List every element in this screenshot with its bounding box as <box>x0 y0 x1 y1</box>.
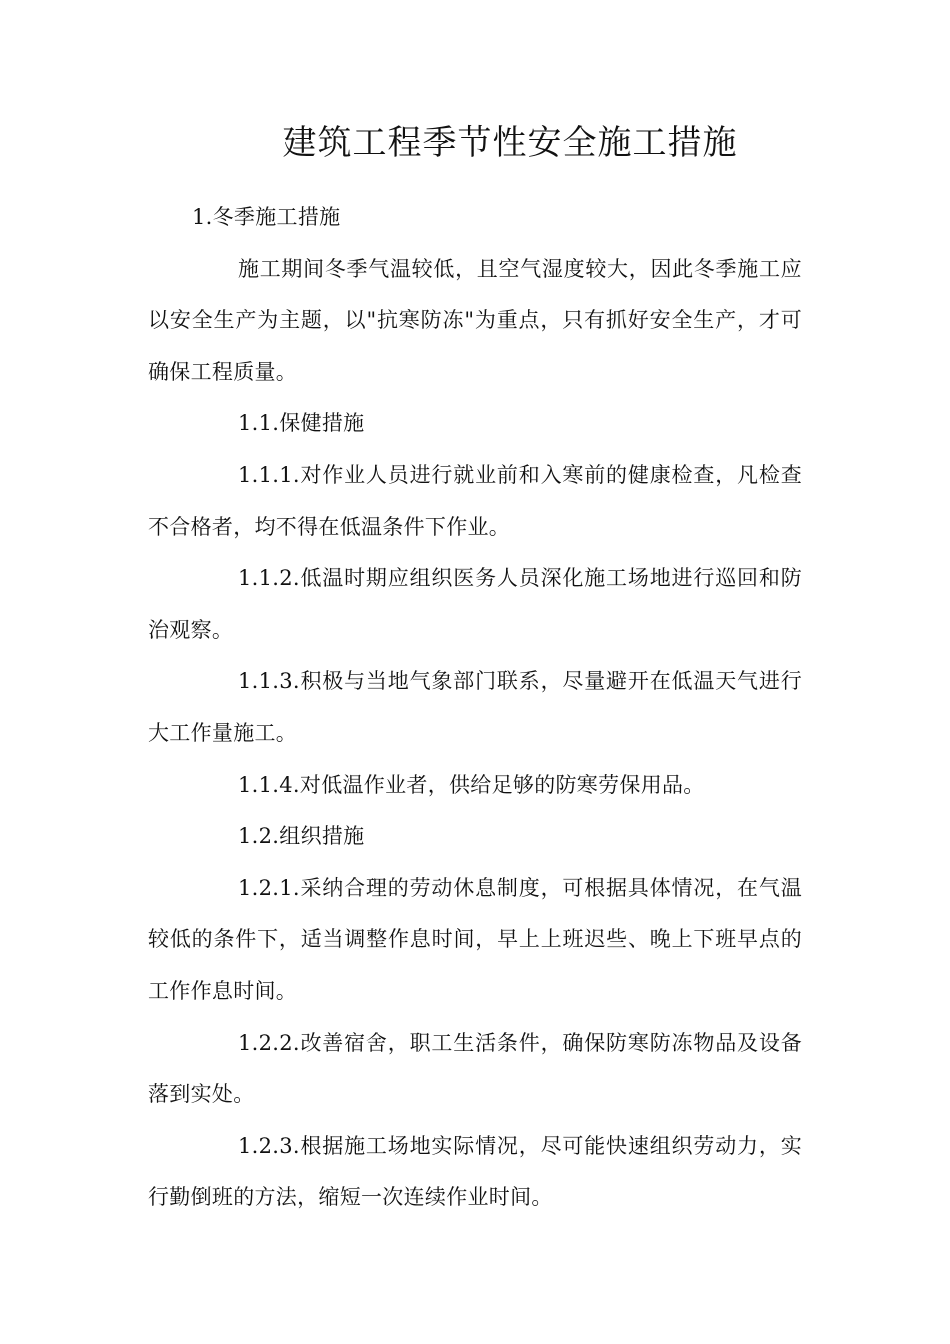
paragraph: 1.1.4.对低温作业者，供给足够的防寒劳保用品。 <box>238 772 705 797</box>
paragraph: 1.1.3.积极与当地气象部门联系，尽量避开在低温天气进行大工作量施工。 <box>148 669 802 745</box>
paragraph: 1.1.2.低温时期应组织医务人员深化施工场地进行巡回和防治观察。 <box>148 566 802 642</box>
paragraph: 1.2.3.根据施工场地实际情况，尽可能快速组织劳动力，实行勤倒班的方法，缩短一次连续作业时间。 <box>148 1133 802 1210</box>
subsection-heading: 1.1.保健措施 <box>238 411 365 436</box>
subsection-heading: 1.2.组织措施 <box>238 824 365 849</box>
document-title: 建筑工程季节性安全施工措施 <box>282 123 738 163</box>
paragraph: 1.1.1.对作业人员进行就业前和入寒前的健康检查，凡检查不合格者，均不得在低温条件下作业。 <box>148 462 802 539</box>
paragraph: 1.2.2.改善宿舍，职工生活条件，确保防寒防冻物品及设备落到实处。 <box>148 1030 802 1107</box>
section-heading: 1.冬季施工措施 <box>192 205 341 229</box>
paragraph: 1.2.1.采纳合理的劳动休息制度，可根据具体情况，在气温较低的条件下，适当调整作息时间，早上上班迟些、晚上下班早点的工作作息时间。 <box>148 875 802 1003</box>
paragraph: 施工期间冬季气温较低，且空气湿度较大，因此冬季施工应以安全生产为主题，以"抗寒防冻"为重点，只有抓好安全生产，才可确保工程质量。 <box>148 256 802 384</box>
document-body <box>148 192 802 1224</box>
